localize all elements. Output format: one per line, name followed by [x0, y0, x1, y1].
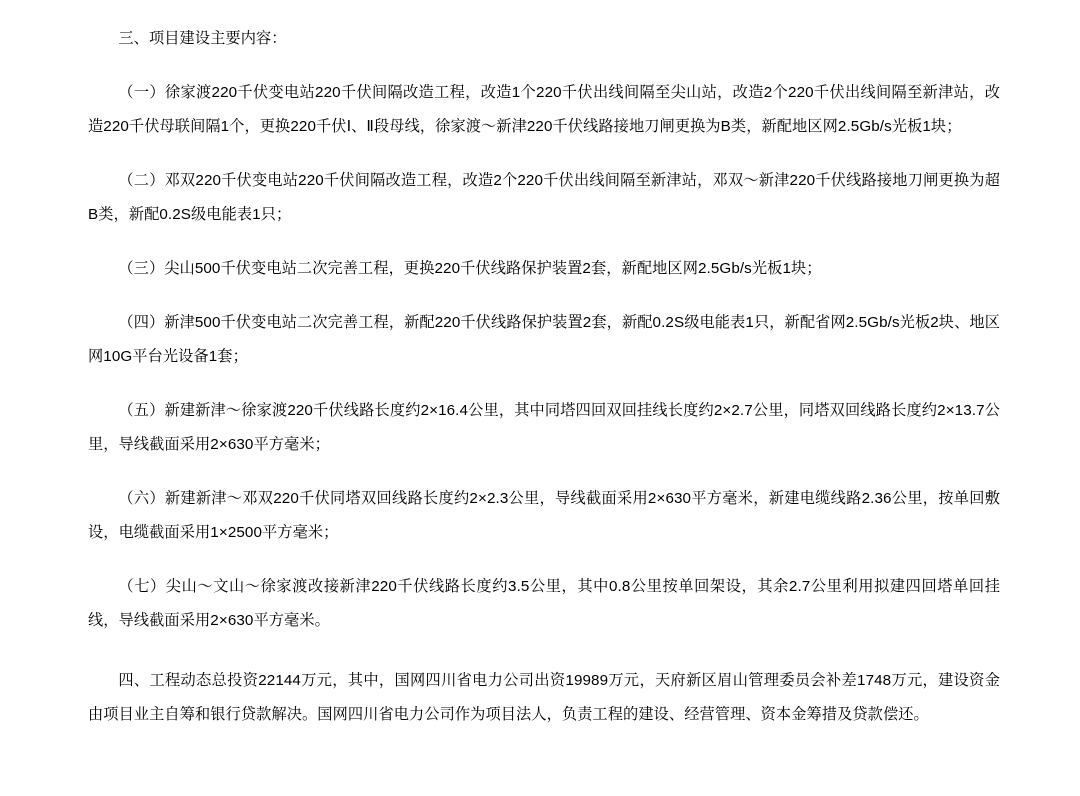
paragraph-heading-4: 四、工程动态总投资22144万元，其中，国网四川省电力公司出资19989万元，天府新区眉山管理委员会补差1748万元，建设资金由项目业主自筹和银行贷款解决。国网四川省电力公司作为项目法人，负责工程的建设、经营管理、资本金筹措及贷款偿还。: [88, 672, 1000, 723]
paragraph-heading-3: 三、项目建设主要内容：: [118, 30, 287, 47]
paragraph-item-1: （一）徐家渡220千伏变电站220千伏间隔改造工程，改造1个220千伏出线间隔至尖山站，改造2个220千伏出线间隔至新津站，改造220千伏母联间隔1个，更换220千伏Ⅰ、Ⅱ段母线，徐家渡～新津220千伏线路接地刀闸更换为B类，新配地区网2.5Gb/s光板1块；: [88, 84, 1000, 135]
paragraph-item-2: （二）邓双220千伏变电站220千伏间隔改造工程，改造2个220千伏出线间隔至新津站，邓双～新津220千伏线路接地刀闸更换为超B类，新配0.2S级电能表1只；: [88, 172, 1000, 223]
paragraph-item-4: （四）新津500千伏变电站二次完善工程，新配220千伏线路保护装置2套，新配0.2S级电能表1只，新配省网2.5Gb/s光板2块、地区网10G平台光设备1套；: [88, 314, 1000, 365]
paragraph-item-3: （三）尖山500千伏变电站二次完善工程，更换220千伏线路保护装置2套，新配地区网2.5Gb/s光板1块；: [118, 260, 822, 277]
paragraph-item-7: （七）尖山～文山～徐家渡改接新津220千伏线路长度约3.5公里，其中0.8公里按单回架设，其余2.7公里利用拟建四回塔单回挂线，导线截面采用2×630平方毫米。: [88, 578, 1000, 629]
paragraph-item-5: （五）新建新津～徐家渡220千伏线路长度约2×16.4公里，其中同塔四回双回挂线长度约2×2.7公里，同塔双回线路长度约2×13.7公里，导线截面采用2×630平方毫米；: [88, 402, 1000, 453]
document-body: [88, 22, 1000, 732]
paragraph-item-6: （六）新建新津～邓双220千伏同塔双回线路长度约2×2.3公里，导线截面采用2×630平方毫米，新建电缆线路2.36公里，按单回敷设，电缆截面采用1×2500平方毫米；: [88, 490, 1000, 541]
